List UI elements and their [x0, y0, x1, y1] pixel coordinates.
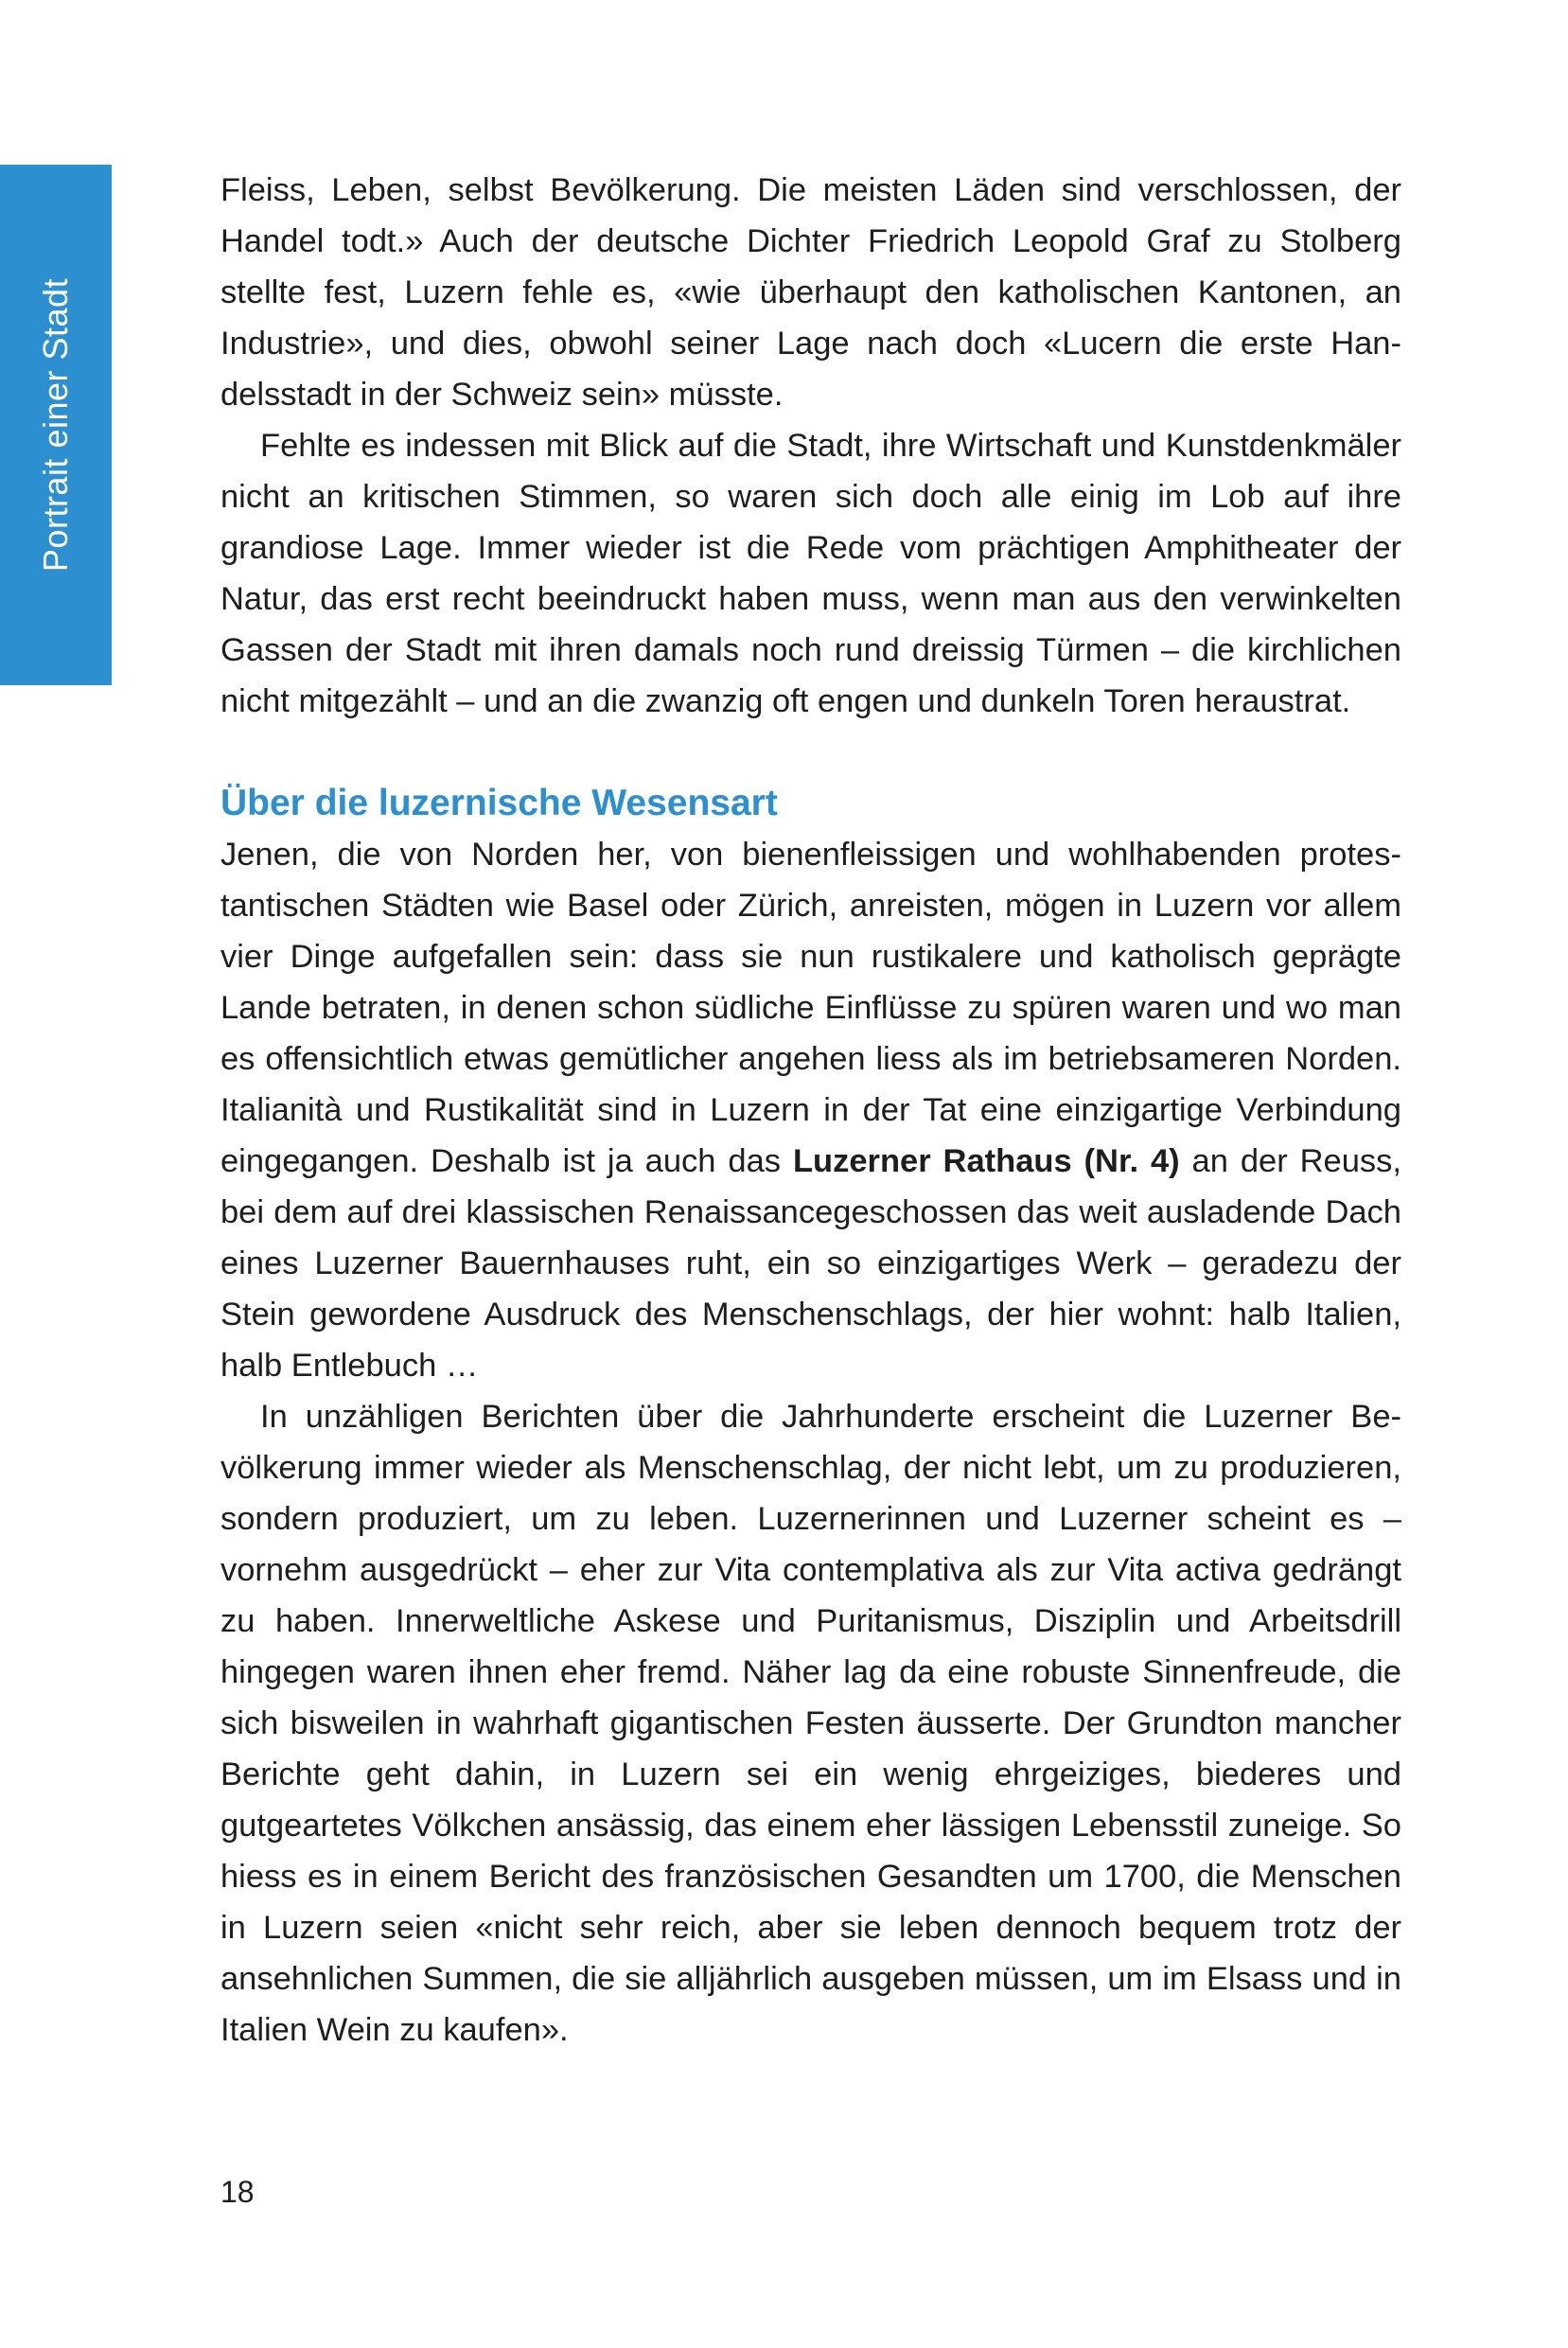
body-paragraph-3	[220, 829, 1401, 1391]
body-paragraph-4: In unzähligen Berichten über die Jahrhunderte erscheint die Luzerner Bevölkerung immer wieder als Menschenschlag, der nicht lebt, um zu produzieren, sondern produziert, um zu leben. Luzernerinnen und Luzerner scheint es – vornehm ausgedrückt – eher zur Vita contemplativa als zur Vita activa gedrängt zu haben. Innerweltliche Askese und Puritanismus, Disziplin und Arbeitsdrill hingegen waren ihnen eher fremd. Näher lag da eine robuste Sinnenfreude, die sich bisweilen in wahrhaft gigantischen Festen äusserte. Der Grundton mancher Berichte geht dahin, in Luzern sei ein wenig ehrgeiziges, biederes und gutgeartetes Völkchen ansässig, das einem eher lässigen Lebensstil zuneige. So hiess es in einem Bericht des französischen Gesandten um 1700, die Menschen in Luzern seien «nicht sehr reich, aber sie leben dennoch bequem trotz der ansehnlichen Summen, die sie alljährlich ausgeben müssen, um im Elsass und in Italien Wein zu kaufen».	[220, 1399, 1401, 2048]
page-body	[220, 165, 1401, 2056]
body-paragraph-3-text-after: an der Reuss, bei dem auf drei klassischen Renaissancegeschossen das weit ausladende Dach eines Luzerner Bauernhauses ruht, ein so einzigartiges Werk – geradezu der Stein gewordene Ausdruck des Menschenschlags, der hier wohnt: halb Italien, halb Entlebuch …	[220, 1143, 1401, 1384]
body-paragraph-3-text-before: Jenen, die von Norden her, von bienenfleissigen und wohlhabenden protestantischen Städten wie Basel oder Zürich, anreisten, mögen in Luzern vor allem vier Dinge aufgefallen sein: dass sie nun rustikalere und katholisch geprägte Lande betraten, in denen schon südliche Einflüsse zu spüren waren und wo man es offensichtlich etwas gemütlicher angehen liess als im betriebsameren Norden. Italianità und Rustikalität sind in Luzern in der Tat eine einzigartige Verbindung eingegangen. Deshalb ist ja auch das	[220, 837, 1401, 1179]
rathaus-reference: Luzerner Rathaus (Nr. 4)	[792, 1143, 1180, 1179]
section-heading: Über die luzernische Wesensart	[220, 783, 778, 823]
body-paragraph-1: Fleiss, Leben, selbst Bevölkerung. Die meisten Läden sind verschlossen, der Handel todt.» Auch der deutsche Dichter Friedrich Leopold Graf zu Stolberg stellte fest, Luzern fehle es, «wie überhaupt den katholischen Kantonen, an Industrie», und dies, obwohl seiner Lage nach doch «Lucern die erste Handelsstadt in der Schweiz sein» müsste.	[220, 172, 1401, 413]
body-paragraph-2: Fehlte es indessen mit Blick auf die Stadt, ihre Wirtschaft und Kunstdenkmäler nicht an kritischen Stimmen, so waren sich doch alle einig im Lob auf ihre grandiose Lage. Immer wieder ist die Rede vom prächtigen Amphitheater der Natur, das erst recht beeindruckt haben muss, wenn man aus den verwinkelten Gassen der Stadt mit ihren damals noch rund dreissig Türmen – die kirchlichen nicht mitgezählt – und an die zwanzig oft engen und dunkeln Toren heraustrat.	[220, 428, 1401, 719]
chapter-side-tab-label: Portrait einer Stadt	[36, 277, 75, 573]
page-number: 18	[220, 2175, 255, 2209]
chapter-side-tab	[0, 165, 112, 685]
